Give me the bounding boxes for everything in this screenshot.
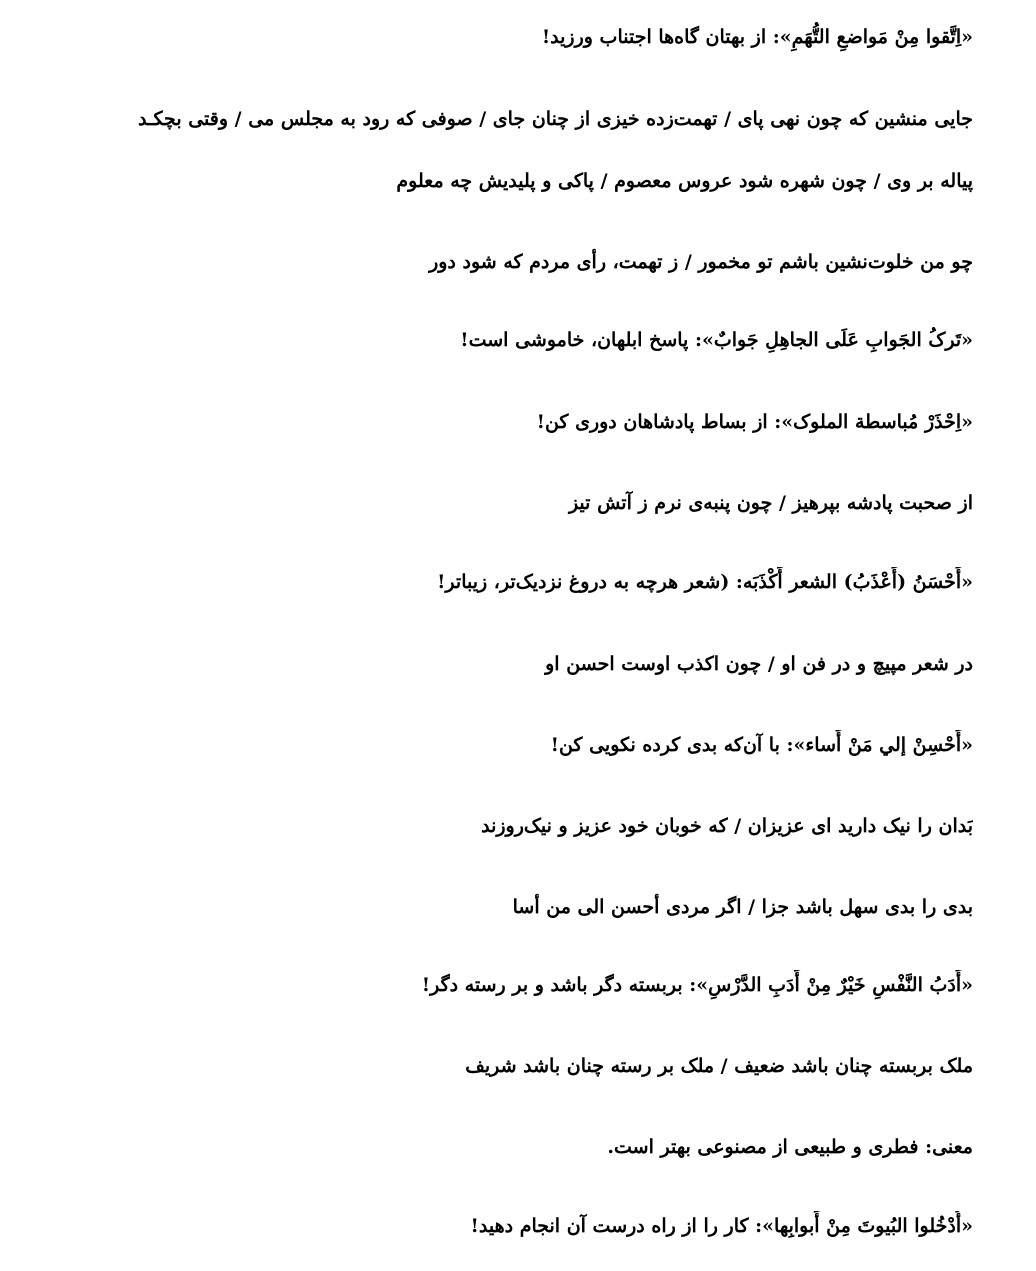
text-line: «تَرکُ الجَوابِ عَلَی الجاهِلِ جَوابٌ»: پاسخ ابلهان، خاموشی است!: [460, 329, 973, 351]
text-line: جایی منشین که چون نهی پای / تهمت‌زده خیزی از چنان جای / صوفی که رود به مجلس می / وقتی بچکـد: [138, 108, 973, 130]
text-line: بدی را بدی سهل باشد جزا / اگر مردی أحسن الی من أسا: [512, 896, 973, 918]
text-line: چو من خلوت‌نشین باشم تو مخمور / ز تهمت، رأی مردم که شود دور: [429, 251, 973, 273]
text-line: بَدان را نیک دارید ای عزیزان / که خوبان خود عزیز و نیک‌روزند: [481, 815, 973, 837]
text-line: معنی: فطری و طبیعی از مصنوعی بهتر است.: [607, 1136, 973, 1158]
text-line: در شعر مپیچ و در فن او / چون اکذب اوست احسن او: [545, 653, 973, 675]
text-line: پیاله بر وی / چون شهره شود عروس معصوم / پاکی و پلیدیش چه معلوم: [396, 170, 973, 192]
text-line: ملک بربسته چنان باشد ضعیف / ملک بر رسته چنان باشد شریف: [465, 1055, 973, 1077]
text-line: «اِتَّقوا مِنْ مَواضعِ التُّهَمِ»: از بهتان گاه‌ها اجتناب ورزید!: [541, 26, 973, 48]
text-line: «أَحْسِنْ إلي مَنْ أَساء»: با آن‌که بدی کرده نکویی کن!: [550, 734, 973, 756]
text-line: «أَدَبُ النَّفْسِ خَيْرٌ مِنْ أَدَبِ الدَّرْسِ»: بربسته دگر باشد و بر رسته دگر!: [421, 974, 973, 996]
text-line: «اِحْذَرْ مُباسطة الملوک»: از بساط پادشاهان دوری کن!: [536, 411, 973, 433]
text-line: «أَحْسَنُ (أَعْذَبُ) الشعر أَكْذَبَه: (شعر هرچه به دروغ نزدیک‌تر، زیباتر!: [437, 571, 973, 593]
text-line: «أُدْخُلوا البُيوتَ مِنْ أَبوابِها»: کار را از راه درست آن انجام دهید!: [470, 1215, 973, 1237]
text-line: از صحبت پادشه بپرهیز / چون پنبه‌ی نرم ز آتش تیز: [568, 492, 973, 514]
